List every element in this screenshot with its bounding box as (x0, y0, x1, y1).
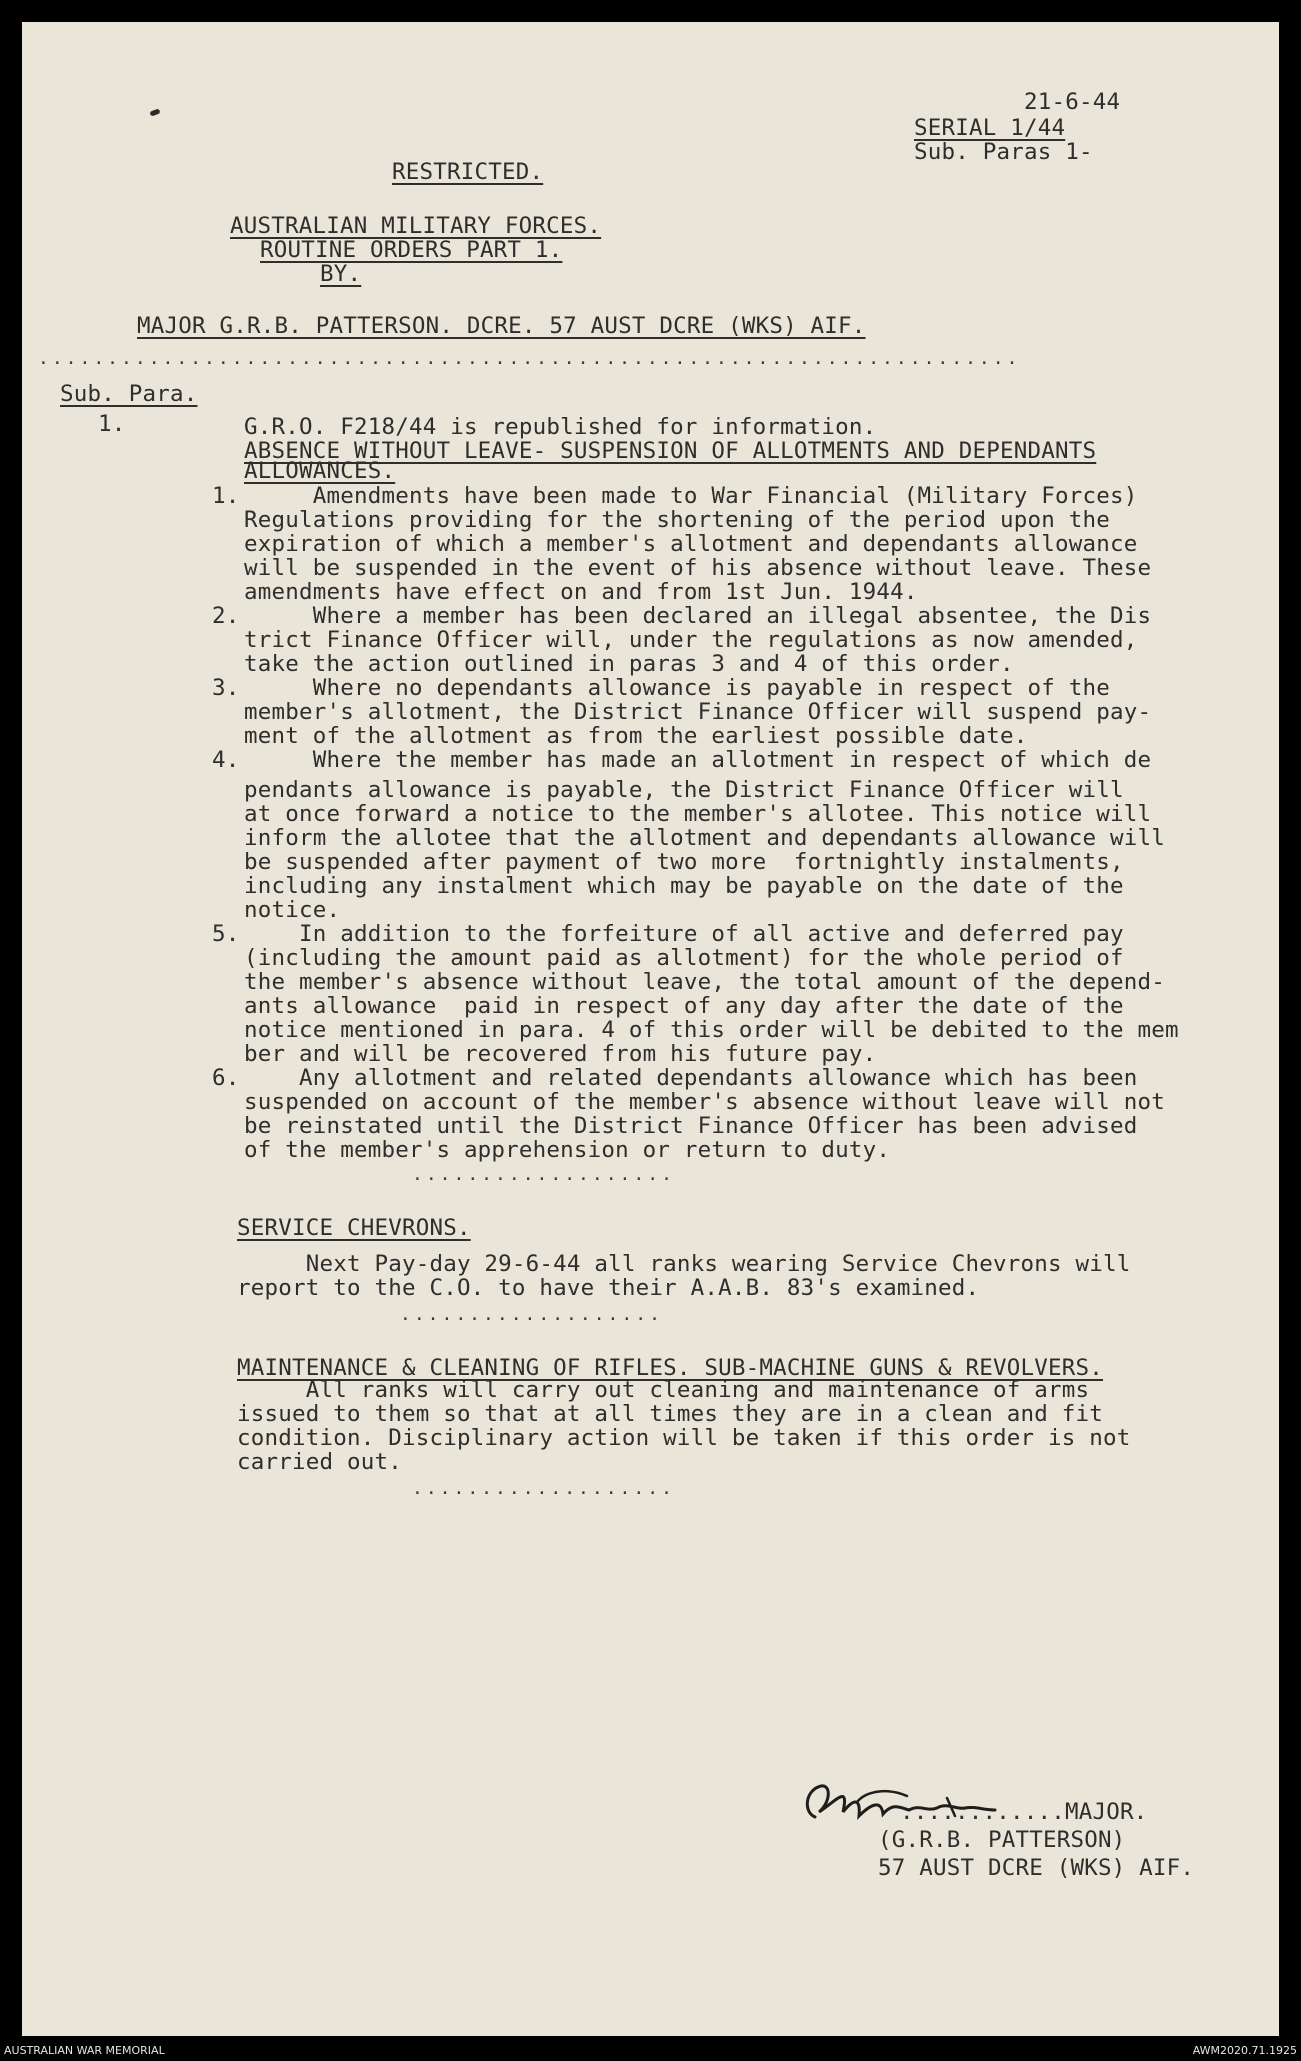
paragraph-line: Amendments have been made to War Financial (Military Forces) (244, 483, 1138, 509)
footer-archive-label: AUSTRALIAN WAR MEMORIAL (4, 2044, 165, 2057)
classification-label: RESTRICTED. (392, 159, 544, 185)
paragraph-line: (including the amount paid as allotment) for the whole period of (244, 945, 1124, 971)
paragraph-line: trict Finance Officer will, under the regulations as now amended, (244, 627, 1138, 653)
section-separator-dots: ................... (400, 1304, 663, 1325)
document-page (22, 22, 1279, 2036)
paragraph-line: take the action outlined in paras 3 and 4 of this order. (244, 651, 1014, 677)
signatory-name: (G.R.B. PATTERSON) (878, 1827, 1126, 1853)
serial-number: SERIAL 1/44 (914, 115, 1066, 141)
paragraph-number: 2. (212, 603, 240, 629)
paragraph-line: be suspended after payment of two more fortnightly instalments, (244, 849, 1124, 875)
title-line-2: ROUTINE ORDERS PART 1. (260, 237, 563, 263)
paragraph-number: 6. (212, 1065, 240, 1091)
paragraph-line: will be suspended in the event of his absence without leave. These (244, 555, 1152, 581)
paragraph-line: notice mentioned in para. 4 of this order will be debited to the mem (244, 1017, 1179, 1043)
paragraph-line: suspended on account of the member's absence without leave will not (244, 1089, 1165, 1115)
footer-catalogue-id: AWM2020.71.1925 (1192, 2044, 1297, 2057)
rifles-line: carried out. (237, 1449, 402, 1475)
sub-para-label: Sub. Para. (60, 381, 198, 407)
paragraph-line: at once forward a notice to the member's allotee. This notice will (244, 801, 1152, 827)
paragraph-number: 3. (212, 675, 240, 701)
paragraph-line: Where the member has made an allotment in respect of which de (244, 747, 1152, 773)
sub-para-number: 1. (98, 411, 126, 437)
paragraph-line: the member's absence without leave, the total amount of the depend- (244, 969, 1165, 995)
paragraph-line: amendments have effect on and from 1st Jun. 1944. (244, 579, 918, 605)
paragraph-line: inform the allotee that the allotment and dependants allowance will (244, 825, 1165, 851)
paragraph-line: member's allotment, the District Finance Officer will suspend pay- (244, 699, 1152, 725)
chevrons-line: Next Pay-day 29-6-44 all ranks wearing Service Chevrons will (237, 1251, 1131, 1277)
signatory-unit: 57 AUST DCRE (WKS) AIF. (878, 1855, 1195, 1881)
sub-paras-ref: Sub. Paras 1- (914, 139, 1093, 165)
paragraph-number: 5. (212, 921, 240, 947)
paragraph-line: Regulations providing for the shortening of the period upon the (244, 507, 1111, 533)
section-separator-dots: ................... (412, 1164, 675, 1185)
paragraph-line: notice. (244, 897, 341, 923)
separator-dots: ....................................................................... (38, 348, 1021, 369)
paragraph-number: 1. (212, 483, 240, 509)
rifles-line: All ranks will carry out cleaning and maintenance of arms (237, 1377, 1090, 1403)
paragraph-line: of the member's apprehension or return to duty. (244, 1137, 891, 1163)
paragraph-line: ber and will be recovered from his future pay. (244, 1041, 877, 1067)
signature-rank-line: ............MAJOR. (900, 1799, 1148, 1825)
rifles-line: condition. Disciplinary action will be taken if this order is not (237, 1425, 1131, 1451)
paragraph-line: Where a member has been declared an illegal absentee, the Dis (244, 603, 1152, 629)
ink-mark (149, 108, 160, 116)
rifles-heading: MAINTENANCE & CLEANING OF RIFLES. SUB-MACHINE GUNS & REVOLVERS. (237, 1355, 1104, 1381)
paragraph-line: pendants allowance is payable, the District Finance Officer will (244, 777, 1124, 803)
paragraph-line: expiration of which a member's allotment and dependants allowance (244, 531, 1138, 557)
absence-heading-line-2: ALLOWANCES. (244, 458, 396, 484)
issuer-line: MAJOR G.R.B. PATTERSON. DCRE. 57 AUST DCRE (WKS) AIF. (137, 313, 866, 339)
document-date: 21-6-44 (1024, 89, 1121, 115)
chevrons-heading: SERVICE CHEVRONS. (237, 1215, 471, 1241)
paragraph-number: 4. (212, 747, 240, 773)
paragraph-line: including any instalment which may be payable on the date of the (244, 873, 1124, 899)
absence-heading-line-1: ABSENCE WITHOUT LEAVE- SUSPENSION OF ALLOTMENTS AND DEPENDANTS (244, 438, 1097, 464)
paragraph-line: be reinstated until the District Finance Officer has been advised (244, 1113, 1138, 1139)
rifles-line: issued to them so that at all times they are in a clean and fit (237, 1401, 1104, 1427)
paragraph-line: Where no dependants allowance is payable in respect of the (244, 675, 1111, 701)
paragraph-line: Any allotment and related dependants allowance which has been (244, 1065, 1138, 1091)
paragraph-line: In addition to the forfeiture of all active and deferred pay (244, 921, 1124, 947)
title-line-3: BY. (320, 261, 362, 287)
title-line-1: AUSTRALIAN MILITARY FORCES. (230, 213, 602, 239)
section-separator-dots: ................... (412, 1478, 675, 1499)
paragraph-line: ment of the allotment as from the earliest possible date. (244, 723, 1028, 749)
chevrons-line: report to the C.O. to have their A.A.B. 83's examined. (237, 1275, 980, 1301)
paragraph-line: ants allowance paid in respect of any day after the date of the (244, 993, 1124, 1019)
intro-line: G.R.O. F218/44 is republished for information. (244, 414, 877, 440)
